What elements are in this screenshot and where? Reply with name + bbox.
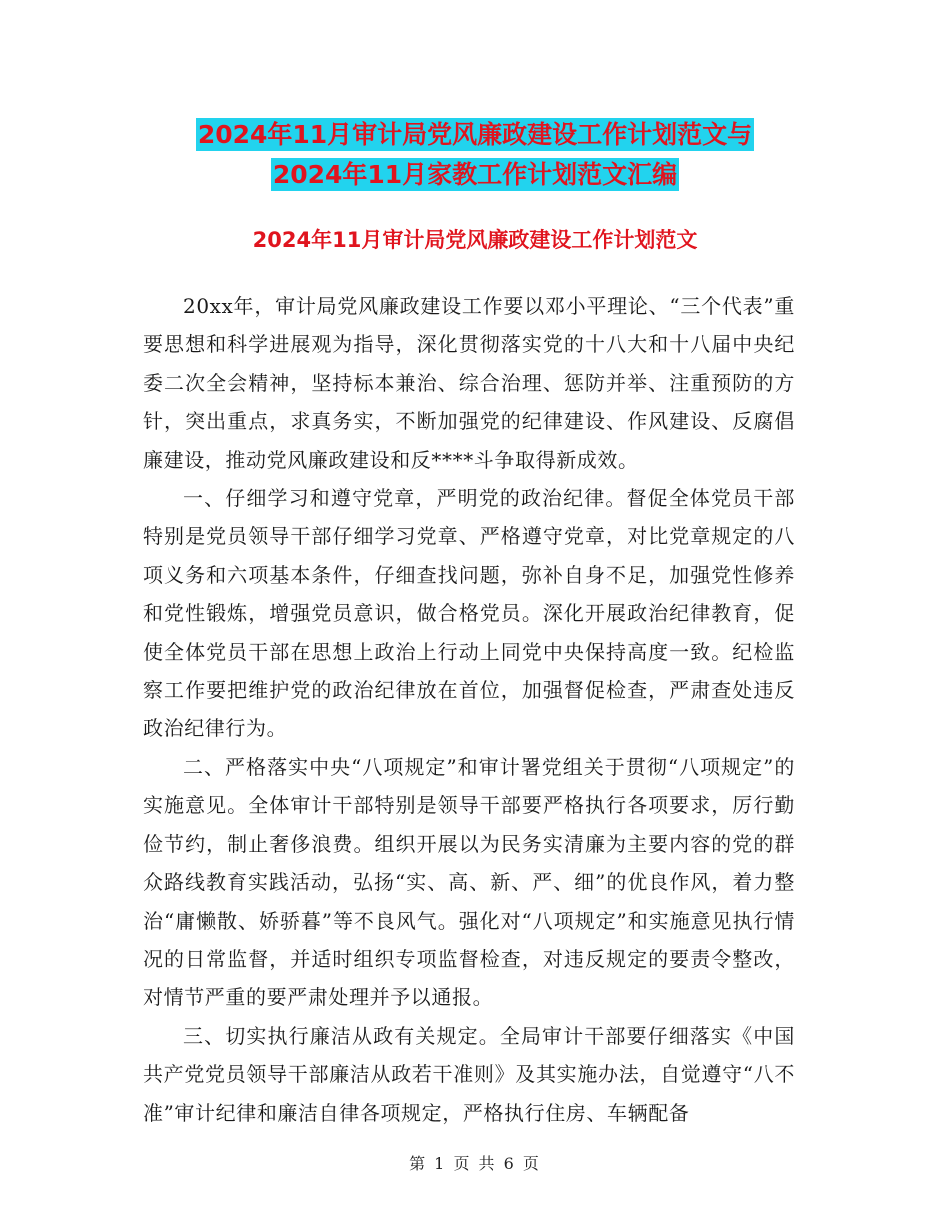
page-number-footer: 第 1 页 共 6 页 [409,1154,541,1173]
paragraph-intro: 20xx年，审计局党风廉政建设工作要以邓小平理论、“三个代表”重要思想和科学进展观为指导，深化贯彻落实党的十八大和十八届中央纪委二次全会精神，坚持标本兼治、综合治理、惩防并举、注重预防的方针，突出重点，求真务实，不断加强党的纪律建设、作风建设、反腐倡廉建设，推动党风廉政建设和反****斗争取得新成效。 [143,294,795,472]
paragraph-item-3: 三、切实执行廉洁从政有关规定。全局审计干部要仔细落实《中国共产党党员领导干部廉洁从政若干准则》及其实施办法，自觉遵守“八不准”审计纪律和廉洁自律各项规定，严格执行住房、车辆配备 [143,1023,795,1125]
document-body [143,287,795,1132]
section-title: 2024年11月审计局党风廉政建设工作计划范文 [252,228,698,252]
document-title-line-2 [0,152,950,198]
title-highlight: 2024年11月审计局党风廉政建设工作计划范文与 [197,120,753,149]
paragraph-item-1: 一、仔细学习和遵守党章，严明党的政治纪律。督促全体党员干部特别是党员领导干部仔细学习党章、严格遵守党章，对比党章规定的八项义务和六项基本条件，仔细查找问题，弥补自身不足，加强党性修养和党性锻炼，增强党员意识，做合格党员。深化开展政治纪律教育，促使全体党员干部在思想上政治上行动上同党中央保持高度一致。纪检监察工作要把维护党的政治纪律放在首位，加强督促检查，严肃查处违反政治纪律行为。 [143,486,795,741]
paragraph-item-2: 二、严格落实中央“八项规定”和审计署党组关于贯彻“八项规定”的实施意见。全体审计干部特别是领导干部要严格执行各项要求，厉行勤俭节约，制止奢侈浪费。组织开展以为民务实清廉为主要内容的党的群众路线教育实践活动，弘扬“实、高、新、严、细”的优良作风，着力整治“庸懒散、娇骄暮”等不良风气。强化对“八项规定”和实施意见执行情况的日常监督，并适时组织专项监督检查，对违反规定的要责令整改，对情节严重的要严肃处理并予以通报。 [143,754,795,1010]
title-highlight: 2024年11月家教工作计划范文汇编 [272,160,678,189]
